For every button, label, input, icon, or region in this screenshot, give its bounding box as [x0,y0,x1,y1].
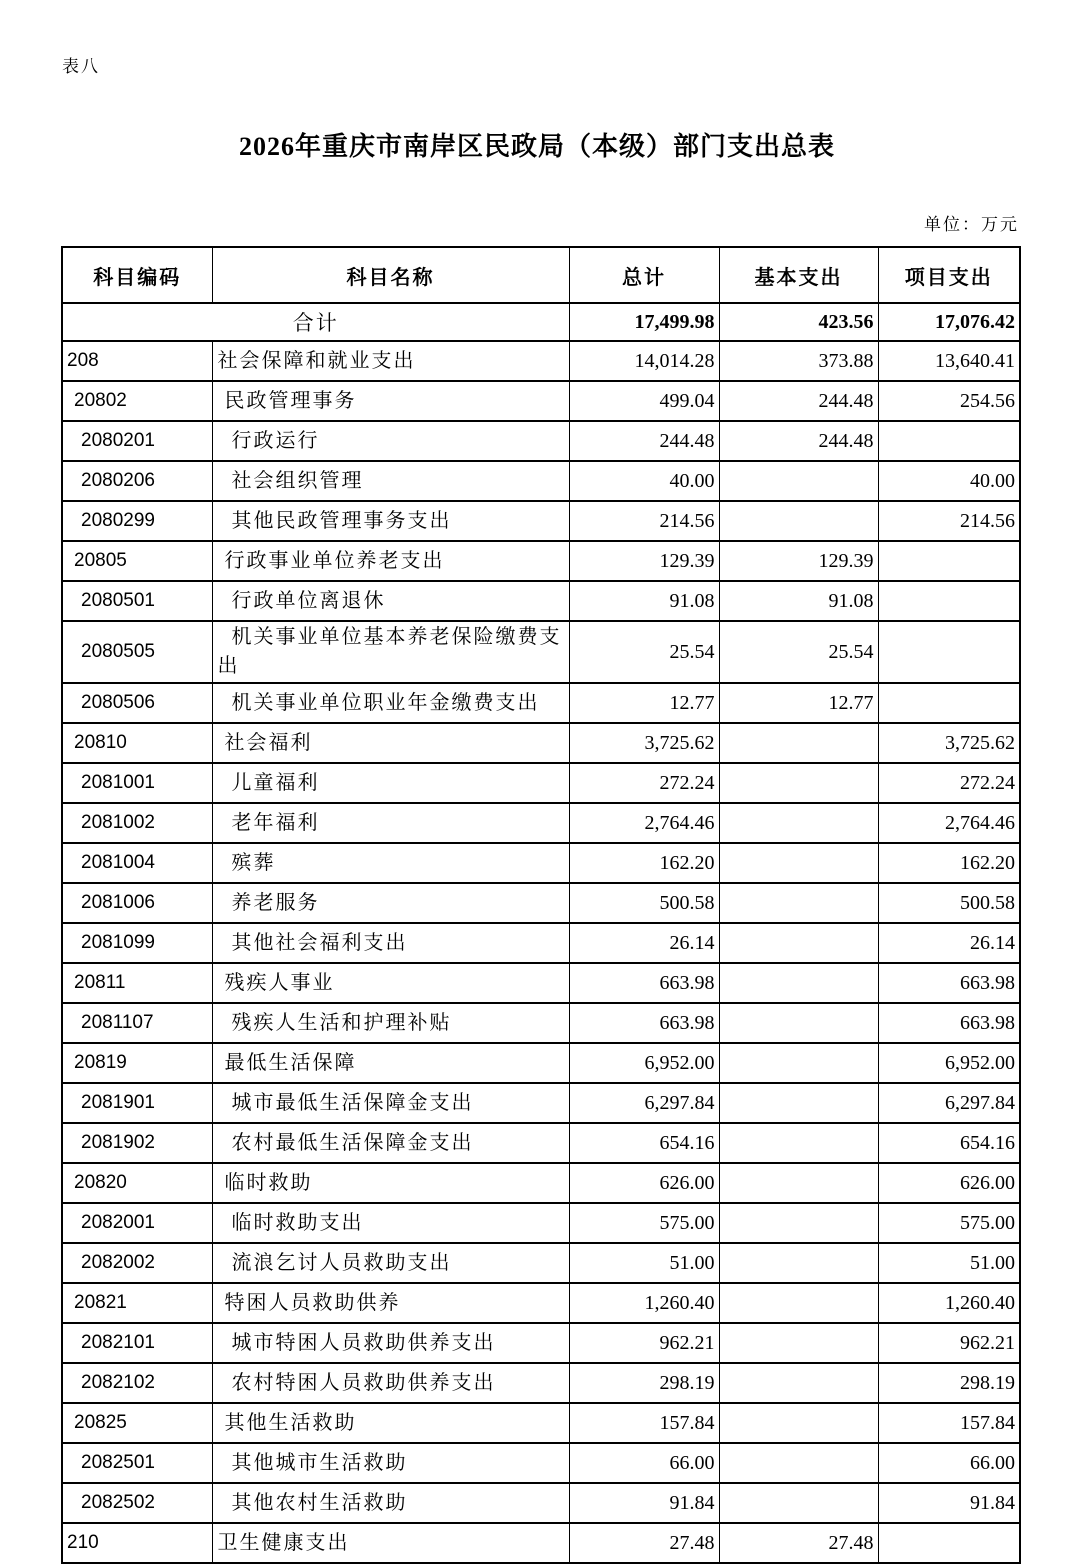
total-cell: 40.00 [569,461,719,501]
basic-expense-cell: 25.54 [719,621,878,683]
table-row [62,461,1020,501]
basic-expense-cell [719,1083,878,1123]
total-cell: 663.98 [569,1003,719,1043]
table-row [62,1523,1020,1563]
subject-name-cell: 临时救助 [212,1163,569,1203]
table-row [62,1443,1020,1483]
project-expense-cell: 6,952.00 [878,1043,1020,1083]
basic-expense-cell [719,1003,878,1043]
subject-name-cell: 养老服务 [212,883,569,923]
subject-name-cell: 行政事业单位养老支出 [212,541,569,581]
basic-expense-cell: 244.48 [719,421,878,461]
subject-name-cell: 城市特困人员救助供养支出 [212,1323,569,1363]
table-row [62,341,1020,381]
subject-name-cell: 社会保障和就业支出 [212,341,569,381]
project-expense-cell: 214.56 [878,501,1020,541]
subject-code-cell: 20820 [62,1163,212,1203]
basic-expense-cell [719,763,878,803]
subject-code-cell: 2080505 [62,621,212,683]
subject-name-cell: 农村特困人员救助供养支出 [212,1363,569,1403]
table-row [62,1363,1020,1403]
total-cell: 626.00 [569,1163,719,1203]
total-cell: 214.56 [569,501,719,541]
subject-code-cell: 2082102 [62,1363,212,1403]
basic-expense-cell [719,1283,878,1323]
subject-name-cell: 临时救助支出 [212,1203,569,1243]
table-row [62,381,1020,421]
sheet-label: 表八 [62,57,100,76]
grand-total-basic-cell: 423.56 [719,303,878,341]
total-cell: 51.00 [569,1243,719,1283]
subject-code-cell: 2080299 [62,501,212,541]
subject-name-cell: 城市最低生活保障金支出 [212,1083,569,1123]
table-row [62,1403,1020,1443]
subject-code-cell: 2081902 [62,1123,212,1163]
subject-code-cell: 2081002 [62,803,212,843]
project-expense-cell: 3,725.62 [878,723,1020,763]
table-row [62,581,1020,621]
subject-code-cell: 20810 [62,723,212,763]
header-cell-basic: 基本支出 [719,247,878,303]
subject-name-cell: 其他民政管理事务支出 [212,501,569,541]
project-expense-cell [878,421,1020,461]
basic-expense-cell [719,803,878,843]
basic-expense-cell [719,723,878,763]
subject-code-cell: 2081001 [62,763,212,803]
project-expense-cell: 26.14 [878,923,1020,963]
table-row [62,1163,1020,1203]
total-cell: 6,297.84 [569,1083,719,1123]
subject-name-cell: 儿童福利 [212,763,569,803]
basic-expense-cell: 27.48 [719,1523,878,1563]
subject-name-cell: 老年福利 [212,803,569,843]
header-cell-code: 科目编码 [62,247,212,303]
subject-name-cell: 其他城市生活救助 [212,1443,569,1483]
subject-name-cell: 行政运行 [212,421,569,461]
basic-expense-cell [719,843,878,883]
basic-expense-cell [719,1403,878,1443]
subject-code-cell: 208 [62,341,212,381]
subject-name-cell: 特困人员救助供养 [212,1283,569,1323]
total-cell: 12.77 [569,683,719,723]
basic-expense-cell: 12.77 [719,683,878,723]
total-cell: 499.04 [569,381,719,421]
table-row [62,1243,1020,1283]
basic-expense-cell [719,1203,878,1243]
subject-code-cell: 20805 [62,541,212,581]
basic-expense-cell [719,1483,878,1523]
subject-code-cell: 2080206 [62,461,212,501]
subject-code-cell: 2082501 [62,1443,212,1483]
project-expense-cell: 2,764.46 [878,803,1020,843]
basic-expense-cell [719,963,878,1003]
project-expense-cell: 626.00 [878,1163,1020,1203]
table-row [62,421,1020,461]
project-expense-cell: 6,297.84 [878,1083,1020,1123]
project-expense-cell: 962.21 [878,1323,1020,1363]
table-row [62,621,1020,683]
subject-code-cell: 2081004 [62,843,212,883]
subject-code-cell: 20825 [62,1403,212,1443]
project-expense-cell: 254.56 [878,381,1020,421]
project-expense-cell: 500.58 [878,883,1020,923]
total-cell: 162.20 [569,843,719,883]
total-cell: 157.84 [569,1403,719,1443]
table-row [62,1283,1020,1323]
subject-name-cell: 最低生活保障 [212,1043,569,1083]
basic-expense-cell [719,1163,878,1203]
table-row [62,963,1020,1003]
header-cell-total: 总计 [569,247,719,303]
project-expense-cell: 157.84 [878,1403,1020,1443]
table-row [62,883,1020,923]
page-title: 2026年重庆市南岸区民政局（本级）部门支出总表 [238,132,835,161]
subject-name-cell: 其他生活救助 [212,1403,569,1443]
basic-expense-cell [719,461,878,501]
grand-total-row [62,303,1020,341]
subject-name-cell: 机关事业单位基本养老保险缴费支出 [212,621,569,683]
table-row [62,1203,1020,1243]
project-expense-cell: 272.24 [878,763,1020,803]
basic-expense-cell [719,883,878,923]
subject-code-cell: 20811 [62,963,212,1003]
subject-code-cell: 2081099 [62,923,212,963]
grand-total-label: 合计 [62,303,569,341]
total-cell: 298.19 [569,1363,719,1403]
subject-code-cell: 2082101 [62,1323,212,1363]
basic-expense-cell [719,923,878,963]
table-row [62,1003,1020,1043]
project-expense-cell: 1,260.40 [878,1283,1020,1323]
basic-expense-cell [719,501,878,541]
total-cell: 27.48 [569,1523,719,1563]
project-expense-cell: 298.19 [878,1363,1020,1403]
total-cell: 272.24 [569,763,719,803]
total-cell: 2,764.46 [569,803,719,843]
total-cell: 14,014.28 [569,341,719,381]
table-row [62,683,1020,723]
subject-code-cell: 2082502 [62,1483,212,1523]
table-row [62,501,1020,541]
basic-expense-cell [719,1043,878,1083]
subject-code-cell: 2081107 [62,1003,212,1043]
total-cell: 575.00 [569,1203,719,1243]
subject-name-cell: 流浪乞讨人员救助支出 [212,1243,569,1283]
subject-code-cell: 20802 [62,381,212,421]
subject-name-cell: 社会组织管理 [212,461,569,501]
grand-total-total-cell: 17,499.98 [569,303,719,341]
total-cell: 3,725.62 [569,723,719,763]
total-cell: 1,260.40 [569,1283,719,1323]
table-row [62,1483,1020,1523]
subject-name-cell: 农村最低生活保障金支出 [212,1123,569,1163]
table-row [62,923,1020,963]
subject-name-cell: 其他农村生活救助 [212,1483,569,1523]
total-cell: 66.00 [569,1443,719,1483]
total-cell: 500.58 [569,883,719,923]
project-expense-cell: 663.98 [878,963,1020,1003]
subject-code-cell: 2080501 [62,581,212,621]
project-expense-cell: 66.00 [878,1443,1020,1483]
subject-name-cell: 残疾人生活和护理补贴 [212,1003,569,1043]
basic-expense-cell [719,1123,878,1163]
subject-code-cell: 2082002 [62,1243,212,1283]
project-expense-cell: 162.20 [878,843,1020,883]
total-cell: 91.84 [569,1483,719,1523]
project-expense-cell: 51.00 [878,1243,1020,1283]
basic-expense-cell: 373.88 [719,341,878,381]
subject-name-cell: 民政管理事务 [212,381,569,421]
subject-code-cell: 2082001 [62,1203,212,1243]
subject-code-cell: 20821 [62,1283,212,1323]
grand-total-project-cell: 17,076.42 [878,303,1020,341]
subject-name-cell: 社会福利 [212,723,569,763]
table-row [62,1083,1020,1123]
table-row [62,723,1020,763]
total-cell: 663.98 [569,963,719,1003]
basic-expense-cell [719,1363,878,1403]
total-cell: 6,952.00 [569,1043,719,1083]
table-row [62,803,1020,843]
total-cell: 25.54 [569,621,719,683]
subject-code-cell: 2081006 [62,883,212,923]
basic-expense-cell: 129.39 [719,541,878,581]
total-cell: 91.08 [569,581,719,621]
header-cell-project: 项目支出 [878,247,1020,303]
project-expense-cell [878,1523,1020,1563]
subject-name-cell: 行政单位离退休 [212,581,569,621]
project-expense-cell [878,541,1020,581]
subject-code-cell: 210 [62,1523,212,1563]
subject-name-cell: 卫生健康支出 [212,1523,569,1563]
subject-name-cell: 殡葬 [212,843,569,883]
header-cell-name: 科目名称 [212,247,569,303]
total-cell: 654.16 [569,1123,719,1163]
project-expense-cell: 13,640.41 [878,341,1020,381]
project-expense-cell: 654.16 [878,1123,1020,1163]
subject-code-cell: 2080201 [62,421,212,461]
basic-expense-cell [719,1443,878,1483]
project-expense-cell: 91.84 [878,1483,1020,1523]
total-cell: 26.14 [569,923,719,963]
table-row [62,763,1020,803]
table-row [62,1323,1020,1363]
project-expense-cell: 663.98 [878,1003,1020,1043]
subject-code-cell: 2080506 [62,683,212,723]
project-expense-cell: 575.00 [878,1203,1020,1243]
expenditure-table [61,246,1021,1564]
subject-name-cell: 机关事业单位职业年金缴费支出 [212,683,569,723]
basic-expense-cell [719,1323,878,1363]
table-header [62,247,1020,303]
table-row [62,1043,1020,1083]
project-expense-cell: 40.00 [878,461,1020,501]
project-expense-cell [878,621,1020,683]
basic-expense-cell: 244.48 [719,381,878,421]
total-cell: 129.39 [569,541,719,581]
project-expense-cell [878,683,1020,723]
header-row [62,247,1020,303]
total-cell: 244.48 [569,421,719,461]
table-row [62,843,1020,883]
total-cell: 962.21 [569,1323,719,1363]
subject-name-cell: 其他社会福利支出 [212,923,569,963]
basic-expense-cell: 91.08 [719,581,878,621]
subject-code-cell: 2081901 [62,1083,212,1123]
subject-code-cell: 20819 [62,1043,212,1083]
subject-name-cell: 残疾人事业 [212,963,569,1003]
unit-note: 单位：万元 [924,215,1019,234]
table-row [62,1123,1020,1163]
basic-expense-cell [719,1243,878,1283]
project-expense-cell [878,581,1020,621]
table-row [62,541,1020,581]
table-body [62,303,1020,1563]
